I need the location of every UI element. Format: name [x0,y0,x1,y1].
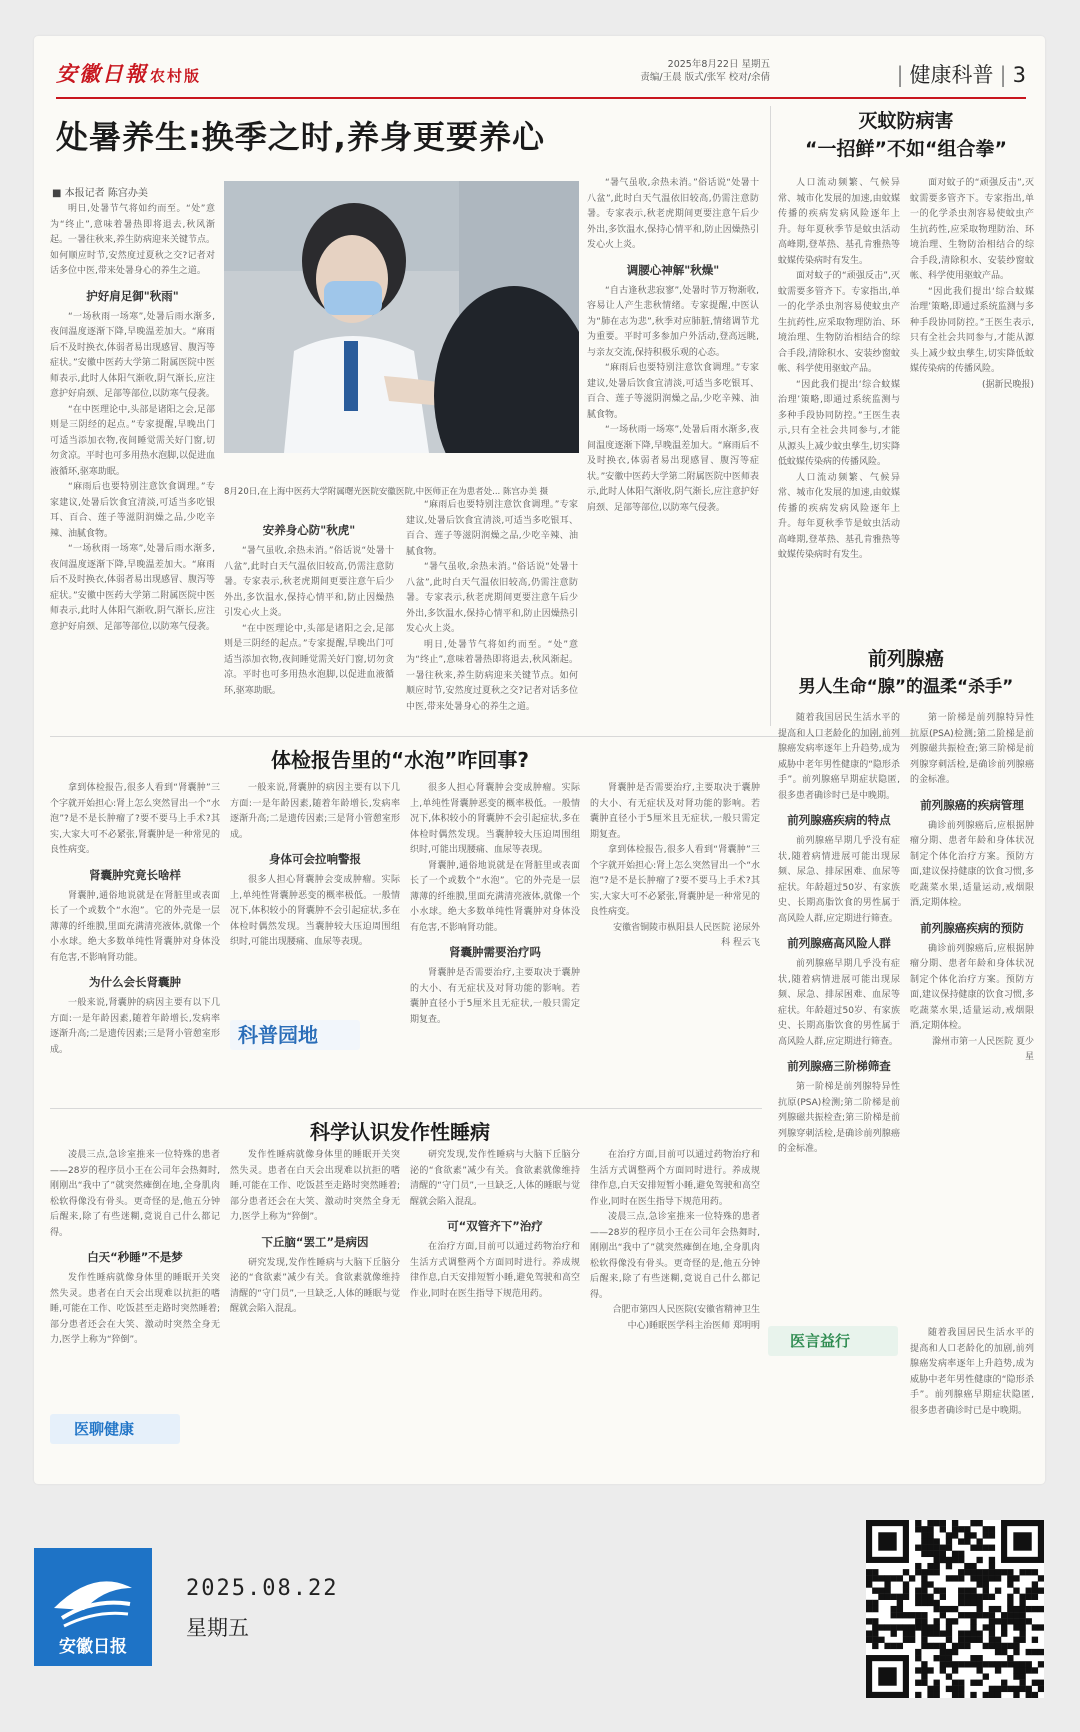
narcolepsy-column-1: 凌晨三点,急诊室推来一位特殊的患者——28岁的程序员小王在公司年会热舞时,刚刚出“我中了”就突然瘫倒在地,全身肌肉松软得像没有骨头。更奇怪的是,他五分钟后醒来,除了有些迷糊,竟说自己什么都记得。 白天“秒睡”不是梦 发作性睡病就像身体里的睡眠开关突然失灵。患者在白天会出现难以抗拒的嗜睡,可能在工作、吃饭甚至走路时突然睡着;部分患者还会在大笑、激动时突然全身无力,医学上称为“猝倒”。 [50,1150,220,1345]
narcolepsy-column-3: 研究发现,发作性睡病与大脑下丘脑分泌的“食欲素”减少有关。食欲素就像维持清醒的“守门员”,一旦缺乏,人体的睡眠与觉醒就会陷入混乱。 可“双管齐下”治疗 在治疗方面,目前可以通过药物治疗和生活方式调整两个方面同时进行。养成规律作息,白天安排短暂小睡,避免驾驶和高空作业,同时在医生指导下规范用药。 [410,1150,580,1299]
prostate-column-3: 随着我国居民生活水平的提高和人口老龄化的加剧,前列腺癌发病率逐年上升趋势,成为威胁中老年男性健康的“隐形杀手”。前列腺癌早期症状隐匿,很多患者确诊时已是中晚期。 [910,1328,1034,1416]
prostate-credit: 滁州市第一人民医院 夏少星 [932,1036,1034,1062]
lead-subhead-3: 调腰心神解"秋燥" [626,262,720,277]
lead-column-3: “麻雨后也要特别注意饮食调理。”专家建议,处暑后饮食宜清淡,可适当多吃银耳、百合、莲子等滋阴润燥之品,少吃辛辣、油腻食物。 “暑气虽收,余热未消。”俗话说“处暑十八盆”,此时白天气温依旧较高,仍需注意防暑。专家表示,秋老虎期间更要注意午后少外出,多饮温水,保持心情平和,防止因燥热引发心火上炎。 明日,处暑节气将如约而至。“处”意为“终止”,意味着暑热即将退去,秋风渐起。一暑往秋来,养生防病迎来关键节点。如何顺应时节,安然度过夏秋之交?记者对话多位中医,带来处暑身心的养生之道。 [406,500,578,712]
narcolepsy-subhead-1: 白天“秒睡”不是梦 [87,1250,183,1264]
masthead-rule [56,97,1026,99]
column-divider [770,106,771,726]
mosquito-title: 灭蚊防病害 [858,110,954,132]
prostate-title: 前列腺癌 [867,648,944,670]
footer-weekday: 星期五 [186,1616,249,1640]
page-number: 3 [1012,63,1026,87]
kidney-title: 体检报告里的“水泡”咋回事? [271,748,529,772]
prostate-subhead-5: 前列腺癌疾病的预防 [920,920,1024,935]
footer-logo-text: 安徽日报 [59,1637,127,1657]
paper-logo: 安徽日報 农村版 [56,61,202,86]
mosquito-column-2: 面对蚊子的“顽强反击”,灭蚊需要多管齐下。专家指出,单一的化学杀虫剂容易使蚊虫产生抗药性,应采取物理防治、环境治理、生物防治相结合的综合手段,清除积水、安装纱窗蚊帐、科学使用驱蚊产品。 “因此我们提出‘综合蚊媒治理’策略,即通过系统监测与多种手段协同防控。”王医生表示,只有全社会共同参与,才能从源头上减少蚊虫孳生,切实降低蚊媒传染病的传播风险。 (据新民晚报) [910,176,1034,726]
editors-line: 责编/王晨 版式/张军 校对/余倩 [640,72,770,83]
lead-subhead-2: 安养身心防"秋虎" [262,523,356,537]
narcolepsy-credit: 合肥市第四人民医院(安徽省精神卫生中心)睡眠医学科主治医师 郑明明 [612,1305,760,1331]
kidney-column-3: 很多人担心肾囊肿会变成肿瘤。实际上,单纯性肾囊肿恶变的概率极低。一般情况下,体积较小的肾囊肿不会引起症状,多在体检时偶然发现。当囊肿较大压迫周围组织时,可能出现腰痛、血尿等表现。 肾囊肿,通俗地说就是在肾脏里或表面长了一个或数个“水泡”。它的外壳是一层薄薄的纤维膜,里面充满清亮液体,就像一个小水球。绝大多数单纯性肾囊肿对身体没有危害,不影响肾功能。 肾囊肿需要治疗吗 肾囊肿是否需要治疗,主要取决于囊肿的大小、有无症状及对肾功能的影响。若囊肿直径小于5厘米且无症状,一般只需定期复查。 [410,783,580,1025]
prostate-column-2: 第一阶梯是前列腺特异性抗原(PSA)检测;第二阶梯是前列腺磁共振检查;第三阶梯是前列腺穿刺活检,是确诊前列腺癌的金标准。 前列腺癌的疾病管理 确诊前列腺癌后,应根据肿瘤分期、患者年龄和身体状况制定个体化治疗方案。预防方面,建议保持健康的饮食习惯,多吃蔬菜水果,适量运动,戒烟限酒,定期体检。 前列腺癌疾病的预防 确诊前列腺癌后,应根据肿瘤分期、患者年龄和身体状况制定个体化治疗方案。预防方面,建议保持健康的饮食习惯,多吃蔬菜水果,适量运动,戒烟限酒,定期体检。 滁州市第一人民医院 夏少星 [910,711,1034,1321]
lead-byline: ■ 本报记者 陈宫办美 [52,188,148,199]
prostate-subhead-1: 前列腺癌疾病的特点 [787,813,891,827]
section-label: | 健康科普 | 3 [896,63,1026,87]
lead-column-2: 安养身心防"秋虎" “暑气虽收,余热未消。”俗话说“处暑十八盆”,此时白天气温依旧较高,仍需注意防暑。专家表示,秋老虎期间更要注意午后少外出,多饮温水,保持心情平和,防止因燥热引发心火上炎。 “在中医理论中,头部是诸阳之会,足部则是三阴经的起点。”专家提醒,早晚出门可适当添加衣物,夜间睡觉需关好门窗,切勿贪凉。平时也可多用热水泡脚,以促进血液循环,驱寒助眠。 [224,523,394,696]
photo-credit: 陈宫办美 摄 [502,487,549,497]
lead-photo [224,181,579,453]
newspaper-page [34,36,1045,1484]
kidney-column-4: 肾囊肿是否需要治疗,主要取决于囊肿的大小、有无症状及对肾功能的影响。若囊肿直径小于5厘米且无症状,一般只需定期复查。 拿到体检报告,很多人看到“肾囊肿”三个字就开始担心:肾上怎么突然冒出一个“水泡”?是不是长肿瘤了?要不要马上手术?其实,大家大可不必紧张,肾囊肿是一种常见的良性病变。 安徽省铜陵市枞阳县人民医院 泌尿外科 程云飞 [590,781,760,1281]
section-divider-2 [50,1108,762,1109]
kidney-subhead-2: 为什么会长肾囊肿 [89,975,181,989]
date-line: 2025年8月22日 星期五 [667,59,770,70]
lead-headline: 处暑养生:换季之时,养身更要养心 [56,118,545,156]
lead-column-1: 明日,处暑节气将如约而至。“处”意为“终止”,意味着暑热即将退去,秋风渐起。一暑往秋来,养生防病迎来关键节点。如何顺应时节,安然度过夏秋之交?记者对话多位中医,带来处暑身心的养生之道。 护好肩足御"秋雨" “一场秋雨一场寒”,处暑后雨水渐多,夜间温度逐渐下降,早晚温差加大。“麻雨后不及时换衣,体弱者易出现感冒、腹泻等症状。”安徽中医药大学第二附属医院中医师表示,此时人体阳气渐收,阴气渐长,应注意护好肩颈、足部等部位,以防寒气侵袭。 “在中医理论中,头部是诸阳之会,足部则是三阴经的起点。”专家提醒,早晚出门可适当添加衣物,夜间睡觉需关好门窗,切勿贪凉。平时也可多用热水泡脚,以促进血液循环,驱寒助眠。 “麻雨后也要特别注意饮食调理。”专家建议,处暑后饮食宜清淡,可适当多吃银耳、百合、莲子等滋阴润燥之品,少吃辛辣、油腻食物。 “一场秋雨一场寒”,处暑后雨水渐多,夜间温度逐渐下降,早晚温差加大。“麻雨后不及时换衣,体弱者易出现感冒、腹泻等症状。”安徽中医药大学第二附属医院中医师表示,此时人体阳气渐收,阴气渐长,应注意护好肩颈、足部等部位,以防寒气侵袭。 [50,204,215,632]
footer-logo [34,1548,152,1666]
prostate-column-1: 随着我国居民生活水平的提高和人口老龄化的加剧,前列腺癌发病率逐年上升趋势,成为威胁中老年男性健康的“隐形杀手”。前列腺癌早期症状隐匿,很多患者确诊时已是中晚期。 前列腺癌疾病的特点 前列腺癌早期几乎没有症状,随着病情进展可能出现尿频、尿急、排尿困难、血尿等症状。年龄超过50岁、有家族史、长期高脂饮食的男性属于高风险人群,应定期进行筛查。 前列腺癌高风险人群 前列腺癌早期几乎没有症状,随着病情进展可能出现尿频、尿急、排尿困难、血尿等症状。年龄超过50岁、有家族史、长期高脂饮食的男性属于高风险人群,应定期进行筛查。 前列腺癌三阶梯筛查 第一阶梯是前列腺特异性抗原(PSA)检测;第二阶梯是前列腺磁共振检查;第三阶梯是前列腺穿刺活检,是确诊前列腺癌的金标准。 [778,713,900,1154]
kidney-subhead-1: 肾囊肿究竟长啥样 [89,867,181,882]
kidney-column-1: 拿到体检报告,很多人看到“肾囊肿”三个字就开始担心:肾上怎么突然冒出一个“水泡”?是不是长肿瘤了?要不要马上手术?其实,大家大可不必紧张,肾囊肿是一种常见的良性病变。 肾囊肿究竟长啥样 肾囊肿,通俗地说就是在肾脏里或表面长了一个或数个“水泡”。它的外壳是一层薄薄的纤维膜,里面充满清亮液体,就像一个小水球。绝大多数单纯性肾囊肿对身体没有危害,不影响肾功能。 为什么会长肾囊肿 一般来说,肾囊肿的病因主要有以下几方面:一是年龄因素,随着年龄增长,发病率逐渐升高;二是遗传因素;三是肾小管憩室形成。 [50,783,220,1055]
lead-column-4: “暑气虽收,余热未消。”俗话说“处暑十八盆”,此时白天气温依旧较高,仍需注意防暑。专家表示,秋老虎期间更要注意午后少外出,多饮温水,保持心情平和,防止因燥热引发心火上炎。 调腰心神解"秋燥" “自古逢秋悲寂寥”,处暑时节万物渐收,容易让人产生悲秋情绪。专家提醒,中医认为“肺在志为悲”,秋季对应肺脏,情绪调节尤为重要。平时可多参加户外活动,登高远眺,与亲友交流,保持积极乐观的心态。 “麻雨后也要特别注意饮食调理。”专家建议,处暑后饮食宜清淡,可适当多吃银耳、百合、莲子等滋阴润燥之品,少吃辛辣、油腻食物。 “一场秋雨一场寒”,处暑后雨水渐多,夜间温度逐渐下降,早晚温差加大。“麻雨后不及时换衣,体弱者易出现感冒、腹泻等症状。”安徽中医药大学第二附属医院中医师表示,此时人体阳气渐收,阴气渐长,应注意护好肩颈、足部等部位,以防寒气侵袭。 [587,178,759,513]
kidney-subhead-4: 肾囊肿需要治疗吗 [449,945,541,959]
prostate-subtitle: 男人生命“腺”的温柔“杀手” [798,677,1014,697]
prostate-subhead-4: 前列腺癌的疾病管理 [920,797,1024,812]
science-garden-badge: 科普园地 [230,1020,360,1050]
kidney-column-2: 一般来说,肾囊肿的病因主要有以下几方面:一是年龄因素,随着年龄增长,发病率逐渐升高;二是遗传因素;三是肾小管憩室形成。 身体可会拉响警报 很多人担心肾囊肿会变成肿瘤。实际上,单纯性肾囊肿恶变的概率极低。一般情况下,体积较小的肾囊肿不会引起症状,多在体检时偶然发现。当囊肿较大压迫周围组织时,可能出现腰痛、血尿等表现。 [230,783,400,947]
mosquito-column-1: 人口流动频繁、气候异常、城市化发展的加速,由蚊媒传播的疾病发病风险逐年上升。每年夏秋季节是蚊虫活动高峰期,登革热、基孔肯雅热等蚊媒传染病时有发生。 面对蚊子的“顽强反击”,灭蚊需要多管齐下。专家指出,单一的化学杀虫剂容易使蚊虫产生抗药性,应采取物理防治、环境治理、生物防治相结合的综合手段,清除积水、安装纱窗蚊帐、科学使用驱蚊产品。 “因此我们提出‘综合蚊媒治理’策略,即通过系统监测与多种手段协同防控。”王医生表示,只有全社会共同参与,才能从源头上减少蚊虫孳生,切实降低蚊媒传染病的传播风险。 人口流动频繁、气候异常、城市化发展的加速,由蚊媒传播的疾病发病风险逐年上升。每年夏秋季节是蚊虫活动高峰期,登革热、基孔肯雅热等蚊媒传染病时有发生。 [778,178,900,560]
narcolepsy-title: 科学认识发作性睡病 [310,1120,490,1144]
column-badge-right: 医言益行 [768,1326,898,1356]
narcolepsy-subhead-3: 可“双管齐下”治疗 [447,1219,543,1233]
prostate-subhead-2: 前列腺癌高风险人群 [787,936,891,950]
kidney-subhead-3: 身体可会拉响警报 [269,852,361,866]
masthead [56,58,1026,92]
photo-caption: 8月20日,在上海中医药大学附属曙光医院安徽医院,中医师正在为患者处... 陈宫办美 摄 [224,487,549,497]
qr-code[interactable] [866,1520,1044,1698]
lead-subhead-1: 护好肩足御"秋雨" [86,288,179,303]
column-badge-left: 医聊健康 [50,1414,180,1444]
kidney-credit: 安徽省铜陵市枞阳县人民医院 泌尿外科 程云飞 [613,922,760,948]
mosquito-credit: (据新民晚报) [981,379,1034,390]
narcolepsy-column-2: 发作性睡病就像身体里的睡眠开关突然失灵。患者在白天会出现难以抗拒的嗜睡,可能在工作、吃饭甚至走路时突然睡着;部分患者还会在大笑、激动时突然全身无力,医学上称为“猝倒”。 下丘脑“罢工”是病因 研究发现,发作性睡病与大脑下丘脑分泌的“食欲素”减少有关。食欲素就像维持清醒的“守门员”,一旦缺乏,人体的睡眠与觉醒就会陷入混乱。 [230,1150,400,1314]
prostate-subhead-3: 前列腺癌三阶梯筛查 [787,1059,891,1073]
footer-date: 2025.08.22 [186,1576,339,1601]
narcolepsy-column-4: 在治疗方面,目前可以通过药物治疗和生活方式调整两个方面同时进行。养成规律作息,白天安排短暂小睡,避免驾驶和高空作业,同时在医生指导下规范用药。 凌晨三点,急诊室推来一位特殊的患者——28岁的程序员小王在公司年会热舞时,刚刚出“我中了”就突然瘫倒在地,全身肌肉松软得像没有骨头。更奇怪的是,他五分钟后醒来,除了有些迷糊,竟说自己什么都记得。 合肥市第四人民医院(安徽省精神卫生中心)睡眠医学科主治医师 郑明明 [590,1148,760,1468]
mosquito-subtitle: “一招鲜”不如“组合拳” [805,138,1007,160]
masthead-info [570,58,770,84]
narcolepsy-subhead-2: 下丘脑“罢工”是病因 [261,1234,369,1249]
